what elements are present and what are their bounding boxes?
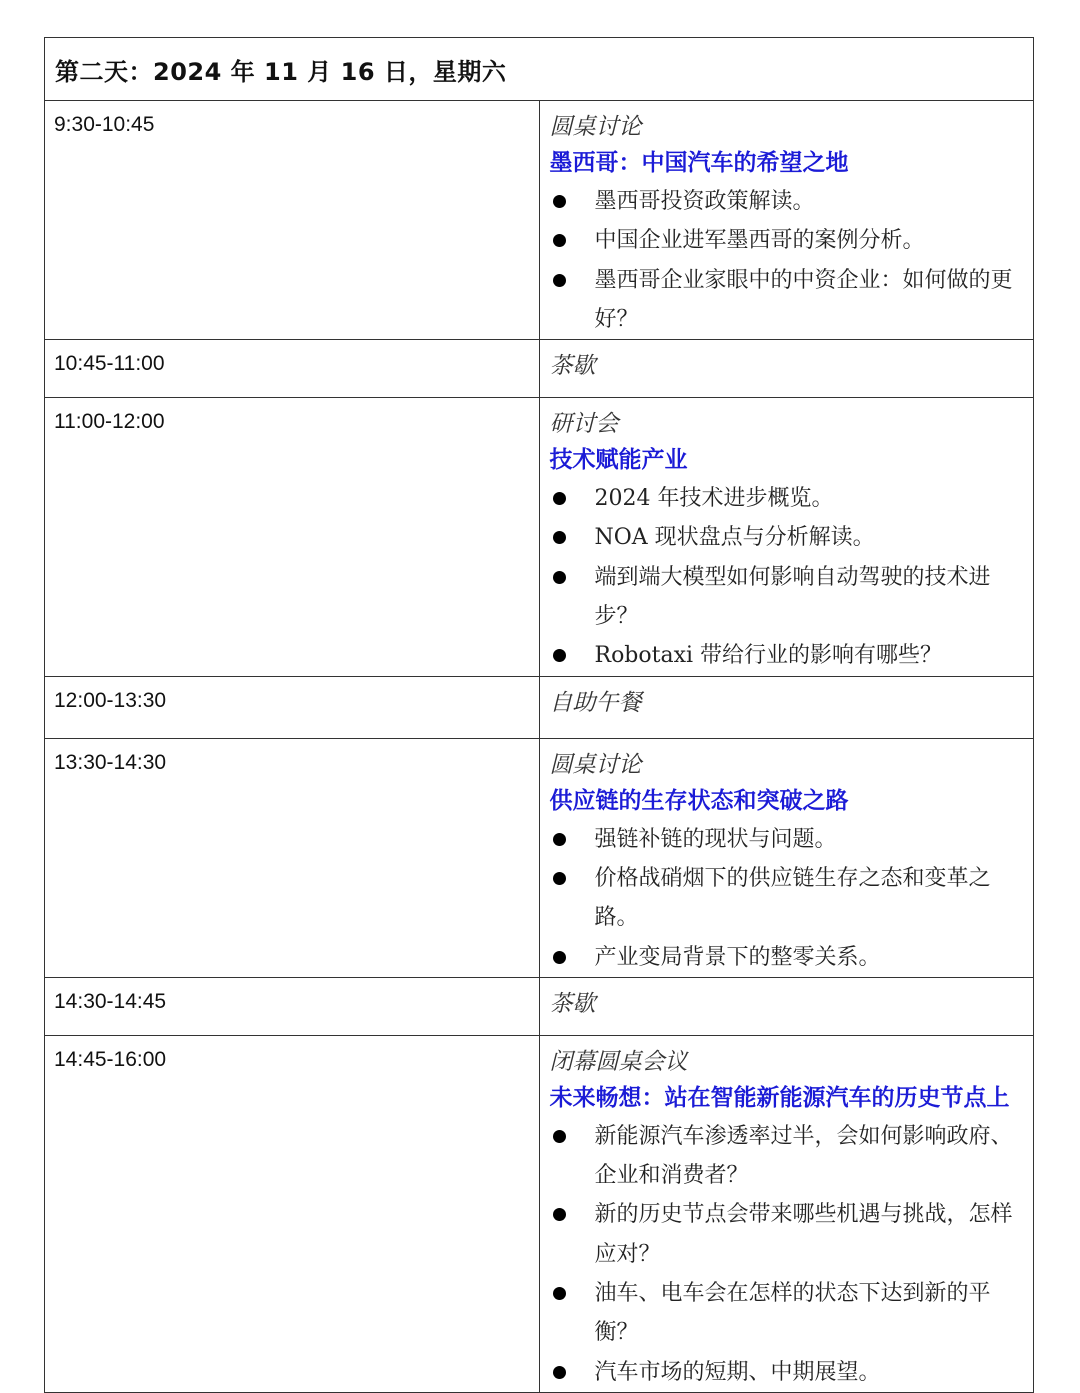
bullet-icon [553,531,566,544]
table-row [45,676,1034,738]
bullet-icon [553,1366,566,1379]
session-title: 技术赋能产业 [549,447,688,474]
bullet-text: 墨西哥投资政策解读。 [594,189,815,214]
session-type: 闭幕圆桌会议 [549,1048,688,1075]
list-item [550,636,1034,675]
bullet-text: 端到端大模型如何影响自动驾驶的技术进步？ [594,564,991,630]
session-title: 未来畅想：站在智能新能源汽车的历史节点上 [549,1084,1010,1111]
bullet-text: 墨西哥企业家眼中的中资企业：如何做的更好？ [594,267,1013,332]
session-type: 茶歇 [549,353,596,380]
bullet-text: 强链补链的现状与问题。 [594,826,837,852]
bullet-text: 中国企业进军墨西哥的案例分析。 [594,228,925,254]
list-item [550,479,1034,518]
list-item [550,558,1034,637]
session-type: 研讨会 [549,411,619,438]
list-item [550,1195,1034,1274]
session-content [539,738,1034,977]
table-row [45,340,1034,398]
table-row [45,398,1034,676]
list-item [550,1117,1034,1196]
time-slot: 9:30-10:45 [45,101,540,340]
bullet-icon [553,1287,566,1300]
list-item [550,938,1034,977]
bullet-text: NOA 现状盘点与分析解读。 [594,525,875,551]
bullet-text: Robotaxi 带给行业的影响有哪些？ [594,643,943,669]
session-type: 自助午餐 [549,689,642,716]
session-content [539,676,1034,738]
list-item [550,820,1034,859]
table-row [45,1035,1034,1392]
session-content [539,398,1034,676]
bullet-icon [553,872,566,885]
session-title: 供应链的生存状态和突破之路 [549,787,849,814]
time-slot: 13:30-14:30 [45,738,540,977]
bullet-icon [553,234,566,247]
bullet-list [550,182,1034,339]
list-item [550,518,1034,557]
bullet-list [550,820,1034,977]
list-item [550,1274,1034,1353]
bullet-text: 价格战硝烟下的供应链生存之态和变革之路。 [594,865,991,931]
bullet-text: 2024 年技术进步概览。 [594,486,834,512]
session-title: 墨西哥：中国汽车的希望之地 [549,150,849,176]
bullet-icon [553,1208,566,1221]
session-content [539,101,1034,340]
bullet-text: 新的历史节点会带来哪些机遇与挑战，怎样应对？ [594,1202,1013,1267]
session-content [539,977,1034,1035]
time-slot: 14:30-14:45 [45,977,540,1035]
agenda-table [44,37,1034,1393]
bullet-text: 产业变局背景下的整零关系。 [594,944,881,970]
bullet-text: 油车、电车会在怎样的状态下达到新的平衡？ [594,1281,991,1346]
time-slot: 12:00-13:30 [45,676,540,738]
list-item [550,182,1034,221]
bullet-icon [553,833,566,846]
bullet-text: 汽车市场的短期、中期展望。 [594,1359,881,1385]
session-type: 圆桌讨论 [549,114,642,140]
bullet-list [550,479,1034,675]
time-slot: 10:45-11:00 [45,340,540,398]
bullet-icon [553,571,566,584]
bullet-icon [553,195,566,208]
bullet-list [550,1117,1034,1392]
bullet-icon [553,1130,566,1143]
session-content [539,340,1034,398]
time-slot: 11:00-12:00 [45,398,540,676]
bullet-text: 新能源汽车渗透率过半，会如何影响政府、企业和消费者？ [594,1123,1013,1189]
table-row [45,977,1034,1035]
table-row [45,101,1034,340]
session-type: 茶歇 [549,990,596,1017]
session-content [539,1035,1034,1392]
bullet-icon [553,649,566,662]
bullet-icon [553,274,566,287]
bullet-icon [553,492,566,505]
list-item [550,1353,1034,1392]
table-row [45,738,1034,977]
bullet-icon [553,951,566,964]
list-item [550,261,1034,340]
list-item [550,859,1034,938]
day-header: 第二天：2024 年 11 月 16 日，星期六 [45,38,1034,101]
time-slot: 14:45-16:00 [45,1035,540,1392]
list-item [550,221,1034,260]
session-type: 圆桌讨论 [549,751,642,778]
